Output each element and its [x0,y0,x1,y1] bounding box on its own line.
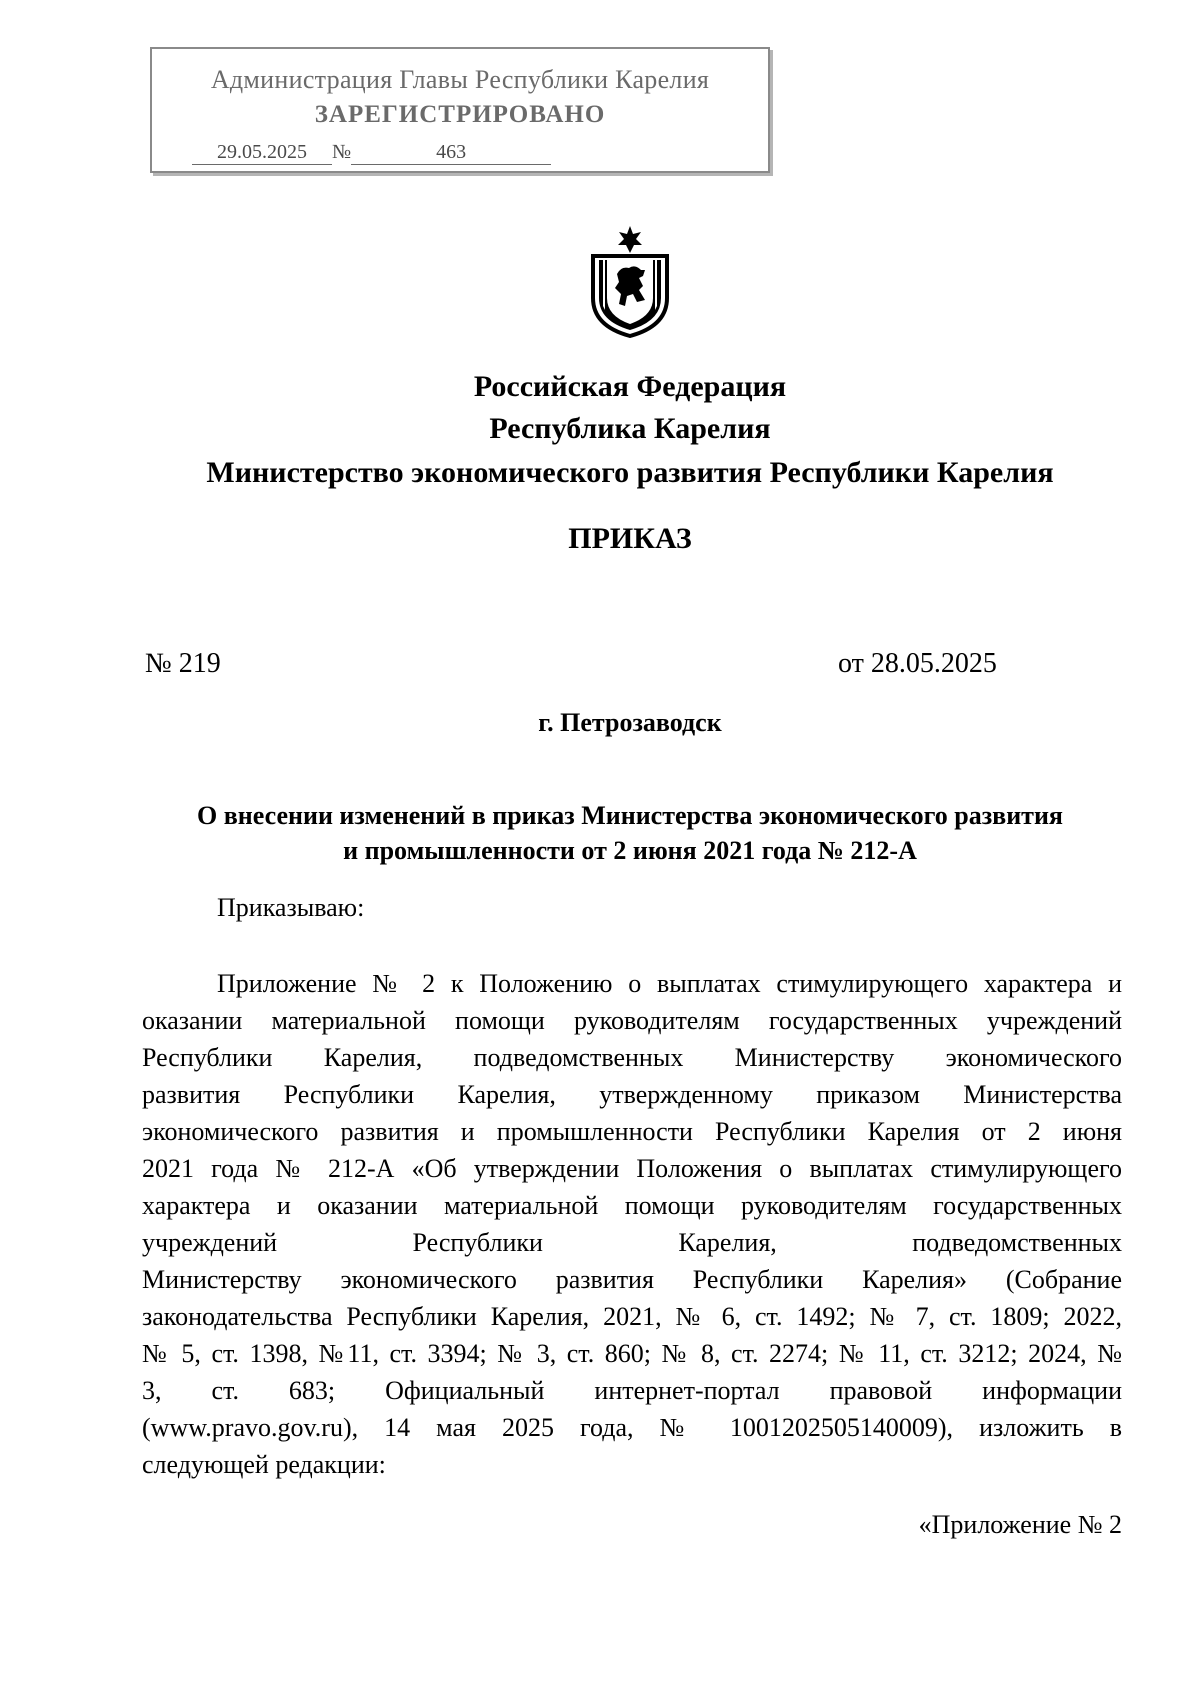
registration-stamp [150,47,770,173]
paragraph-line: 2021 года № 212-А «Об утверждении Положения о выплатах стимулирующего [142,1154,1122,1183]
paragraph-line: оказании материальной помощи руководителям государственных учреждений [142,1006,1122,1035]
paragraph-line: учреждений Республики Карелия, подведомственных [142,1228,1122,1257]
stamp-number: 463 [351,141,551,165]
paragraph-line: Республики Карелия, подведомственных Министерству экономического [142,1043,1122,1072]
paragraph-line: развития Республики Карелия, утвержденному приказом Министерства [142,1080,1122,1109]
order-title-line-2: и промышленности от 2 июня 2021 года № 212-А [343,836,917,865]
order-title-line-1: О внесении изменений в приказ Министерства экономического развития [196,801,1063,830]
order-title [120,798,1140,868]
stamp-number-sign: № [332,141,352,163]
stamp-registration-line [192,141,551,165]
karelia-coat-of-arms-icon [585,226,675,338]
header-country: Российская Федерация [473,370,787,403]
appendix-label: «Приложение № 2 [918,1510,1122,1539]
stamp-registered: ЗАРЕГИСТРИРОВАНО [314,101,606,128]
paragraph-line: (www.pravo.gov.ru), 14 мая 2025 года, № 1001202505140009), изложить в [142,1413,1122,1442]
paragraph-line: законодательства Республики Карелия, 2021, № 6, ст. 1492; № 7, ст. 1809; 2022, [142,1302,1122,1331]
paragraph-line: следующей редакции: [142,1450,386,1479]
paragraph-line: экономического развития и промышленности Республики Карелия от 2 июня [142,1117,1122,1146]
order-number: № 219 [145,648,221,679]
order-word: Приказываю: [217,893,365,922]
paragraph-line: № 5, ст. 1398, №11, ст. 3394; № 3, ст. 860; № 8, ст. 2274; № 11, ст. 3212; 2024, № [142,1339,1122,1368]
main-paragraph [142,965,1122,1483]
paragraph-line: 3, ст. 683; Официальный интернет-портал правовой информации [142,1376,1122,1405]
order-city: г. Петрозаводск [538,708,722,737]
order-date: от 28.05.2025 [838,648,997,679]
header-republic: Республика Карелия [489,412,771,445]
stamp-date: 29.05.2025 [192,141,332,165]
paragraph-line: Приложение № 2 к Положению о выплатах стимулирующего характера и [217,969,1122,998]
header-ministry: Министерство экономического развития Республики Карелия [206,456,1054,489]
stamp-authority: Администрация Главы Республики Карелия [210,65,710,94]
paragraph-line: характера и оказании материальной помощи руководителям государственных [142,1191,1122,1220]
paragraph-line: Министерству экономического развития Республики Карелия» (Собрание [142,1265,1122,1294]
document-type: ПРИКАЗ [568,522,692,555]
